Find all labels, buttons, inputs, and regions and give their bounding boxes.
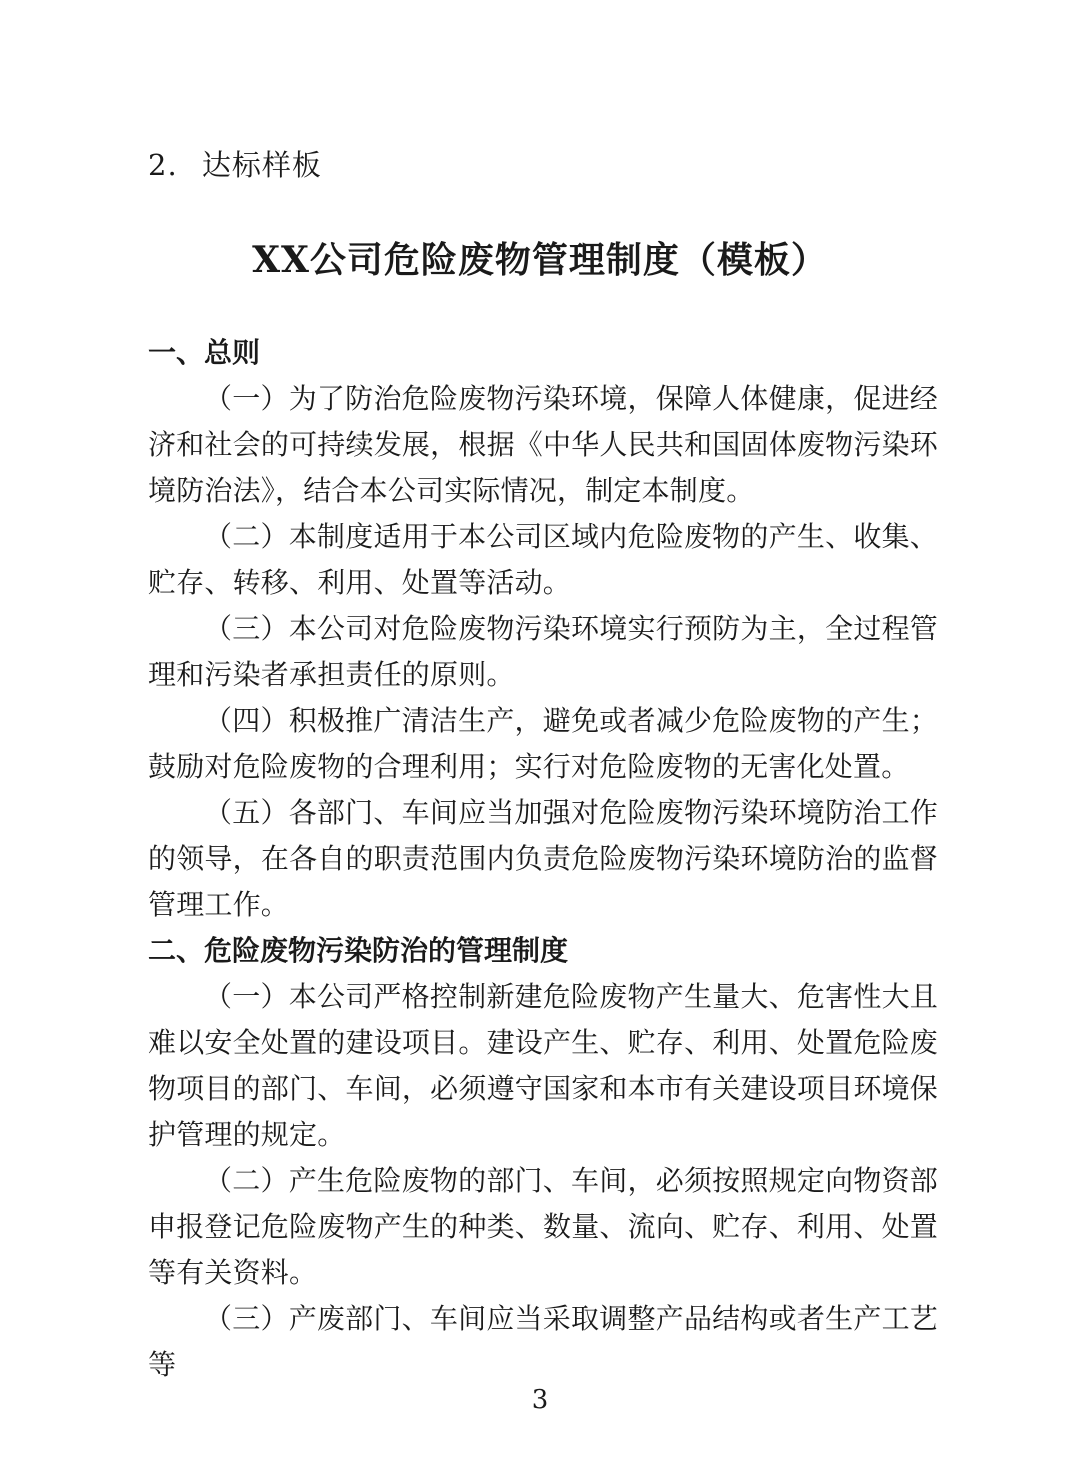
paragraph: （三）本公司对危险废物污染环境实行预防为主，全过程管理和污染者承担责任的原则。 — [148, 612, 938, 691]
page-number: 3 — [531, 1385, 549, 1415]
paragraph: （二）产生危险废物的部门、车间，必须按照规定向物资部申报登记危险废物产生的种类、数量、流向、贮存、利用、处置等有关资料。 — [148, 1164, 938, 1289]
paragraph: （一）本公司严格控制新建危险废物产生量大、危害性大且难以安全处置的建设项目。建设产生、贮存、利用、处置危险废物项目的部门、车间，必须遵守国家和本市有关建设项目环境保护管理的规定。 — [148, 980, 938, 1151]
paragraph: （二）本制度适用于本公司区域内危险废物的产生、收集、贮存、转移、利用、处置等活动。 — [148, 520, 938, 599]
subsection-label: 达标样板 — [201, 148, 322, 182]
paragraph: （五）各部门、车间应当加强对危险废物污染环境防治工作的领导，在各自的职责范围内负责危险废物污染环境防治的监督管理工作。 — [148, 796, 938, 921]
paragraph: （三）产废部门、车间应当采取调整产品结构或者生产工艺等 — [148, 1302, 938, 1381]
subsection-number: 2. — [148, 148, 178, 182]
paragraph: （一）为了防治危险废物污染环境，保障人体健康，促进经济和社会的可持续发展，根据《中华人民共和国固体废物污染环境防治法》，结合本公司实际情况，制定本制度。 — [148, 382, 938, 507]
document-body — [148, 330, 938, 1388]
section-heading-general: 一、总则 — [148, 336, 261, 369]
paragraph: （四）积极推广清洁生产，避免或者减少危险废物的产生；鼓励对危险废物的合理利用；实行对危险废物的无害化处置。 — [148, 704, 938, 783]
subsection-heading — [148, 143, 322, 184]
section-heading-management: 二、危险废物污染防治的管理制度 — [148, 934, 569, 967]
document-title: XX公司危险废物管理制度（模板） — [252, 239, 828, 281]
